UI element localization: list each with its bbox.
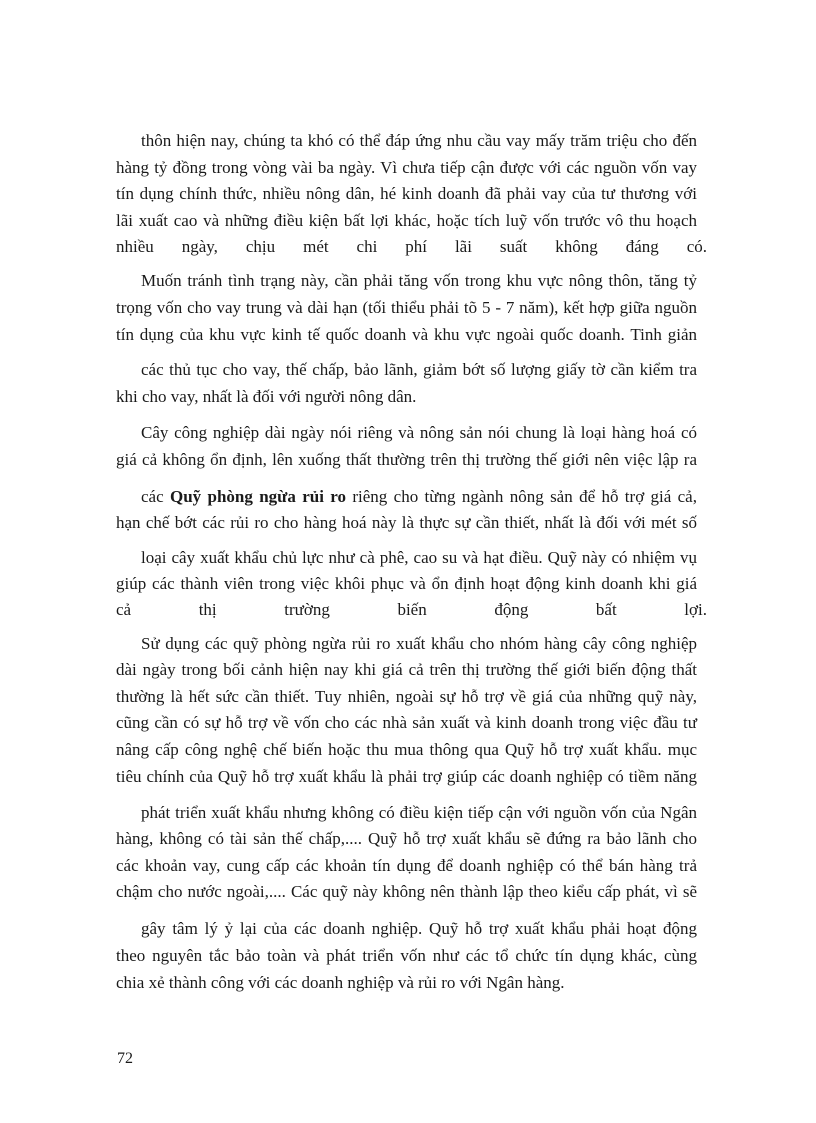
text-line: cũng cần có sự hỗ trợ về vốn cho các nhà sản xuất và kinh doanh trong việc đầu tư [116, 713, 697, 732]
page-number: 72 [117, 1050, 133, 1067]
bold-term: Quỹ phòng ngừa rủi ro [169, 487, 347, 506]
text-line-with-bold [141, 486, 697, 508]
text-line: các khoản vay, cung cấp các khoản tín dụng để doanh nghiệp có thể bán hàng trả [116, 856, 697, 875]
text-line: tín dụng chính thức, nhiều nông dân, hé kinh doanh đã phải vay của tư thương với [116, 184, 697, 203]
text-line: Sử dụng các quỹ phòng ngừa rủi ro xuất khẩu cho nhóm hàng cây công nghiệp [141, 634, 697, 653]
text-line: hạn chế bớt các rủi ro cho hàng hoá này là thực sự cần thiết, nhất là đối với mét số [116, 513, 697, 532]
text-line: tiêu chính của Quỹ hỗ trợ xuất khẩu là phải trợ giúp các doanh nghiệp có tiềm năng [116, 767, 697, 786]
text-line: thường là hết sức cần thiết. Tuy nhiên, ngoài sự hỗ trợ về giá của những quỹ này, [116, 687, 697, 706]
text-line: giá cả không ổn định, lên xuống thất thường trên thị trường thế giới nên việc lập ra [116, 450, 697, 469]
text-line: lãi xuất cao và những điều kiện bất lợi khác, hoặc tích luỹ vốn trước vô thu hoạch [116, 211, 697, 230]
text-line: giúp các thành viên trong việc khôi phục và ổn định hoạt động kinh doanh khi giá [116, 574, 697, 593]
text-line: khi cho vay, nhất là đối với người nông dân. [116, 387, 417, 406]
text-run: riêng cho từng ngành nông sản để hỗ trợ giá cả, [346, 487, 697, 506]
text-line: chia xẻ thành công với các doanh nghiệp và rủi ro với Ngân hàng. [116, 973, 565, 992]
text-line: nâng cấp công nghệ chế biến hoặc thu mua thông qua Quỹ hỗ trợ xuất khẩu. mục [116, 740, 697, 759]
text-line: trọng vốn cho vay trung và dài hạn (tối thiểu phải tõ 5 - 7 năm), kết hợp giữa nguồn [116, 298, 697, 317]
text-line: nhiều ngày, chịu mét chi phí lãi suất không đáng có. [116, 237, 707, 256]
text-line: cả thị trường biến động bất lợi. [116, 600, 707, 619]
text-line: tín dụng của khu vực kinh tế quốc doanh và khu vực ngoài quốc doanh. Tinh giản [116, 325, 697, 344]
text-line: gây tâm lý ỷ lại của các doanh nghiệp. Quỹ hỗ trợ xuất khẩu phải hoạt động [141, 919, 697, 938]
text-line: Cây công nghiệp dài ngày nói riêng và nông sản nói chung là loại hàng hoá có [141, 423, 697, 442]
text-line: hàng, không có tài sản thế chấp,.... Quỹ hỗ trợ xuất khẩu sẽ đứng ra bảo lãnh cho [116, 829, 697, 848]
text-line: thôn hiện nay, chúng ta khó có thể đáp ứng nhu cầu vay mấy trăm triệu cho đến [141, 131, 697, 150]
text-line: hàng tỷ đồng trong vòng vài ba ngày. Vì chưa tiếp cận được với các nguồn vốn vay [116, 158, 697, 177]
text-line: dài ngày trong bối cảnh hiện nay khi giá cả trên thị trường thế giới biến động thất [116, 660, 697, 679]
text-line: theo nguyên tắc bảo toàn và phát triển vốn như các tổ chức tín dụng khác, cùng [116, 946, 697, 965]
text-run: các [141, 487, 170, 506]
text-line: loại cây xuất khẩu chủ lực như cà phê, cao su và hạt điều. Quỹ này có nhiệm vụ [141, 548, 697, 567]
text-line: phát triển xuất khẩu nhưng không có điều kiện tiếp cận với nguồn vốn của Ngân [141, 803, 697, 822]
text-line: Muốn tránh tình trạng này, cần phải tăng vốn trong khu vực nông thôn, tăng tỷ [141, 271, 697, 290]
text-line: các thủ tục cho vay, thế chấp, bảo lãnh, giảm bớt số lượng giấy tờ cần kiểm tra [141, 360, 697, 379]
text-line: chậm cho nước ngoài,.... Các quỹ này không nên thành lập theo kiểu cấp phát, vì sẽ [116, 882, 697, 901]
